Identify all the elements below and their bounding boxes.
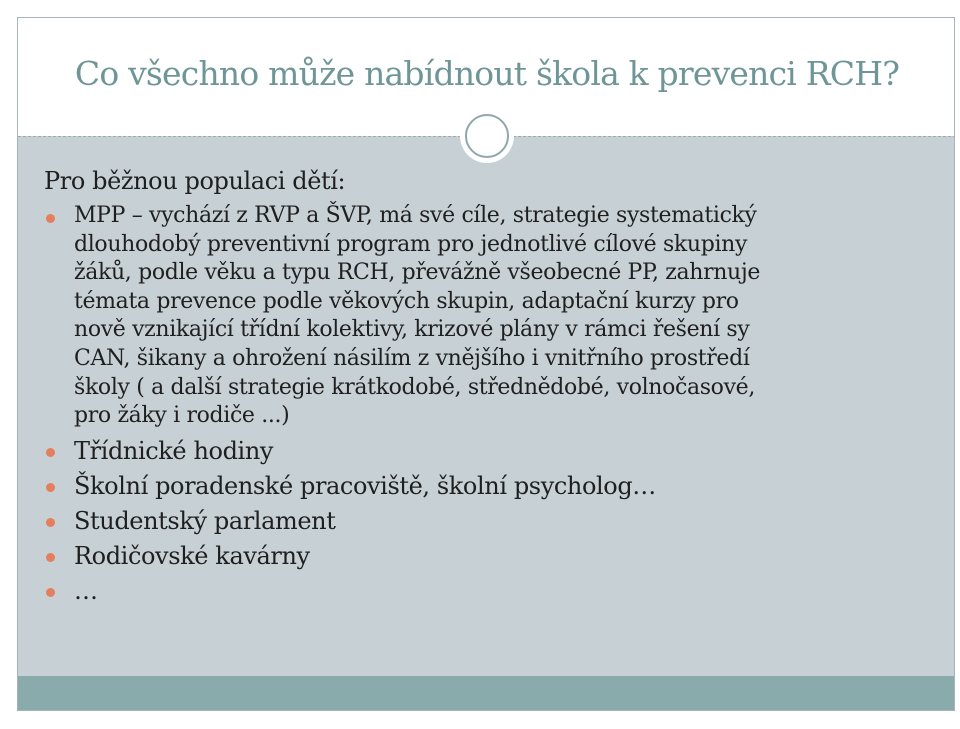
bullet-dot-icon — [46, 483, 55, 492]
intro-text: Pro běžnou populaci dětí: — [44, 167, 346, 195]
list-item — [44, 202, 924, 431]
list-item — [44, 576, 924, 606]
list-item — [44, 541, 924, 571]
slide-content — [44, 166, 924, 611]
list-item-text: Rodičovské kavárny — [74, 541, 310, 570]
list-item-line: témata prevence podle věkových skupin, adaptační kurzy pro — [74, 288, 739, 314]
list-item-line: žáků, podle věku a typu RCH, převážně všeobecné PP, zahrnuje — [74, 260, 761, 286]
bullet-dot-icon — [46, 214, 55, 223]
list-item-line: pro žáky i rodiče ...) — [74, 403, 290, 429]
list-item-line: MPP – vychází z RVP a ŠVP, má své cíle, strategie systematický — [74, 203, 757, 228]
bullet-list — [44, 202, 924, 606]
slide-title: Co všechno může nabídnout škola k prevenci RCH? — [74, 54, 900, 93]
bullet-dot-icon — [46, 588, 55, 597]
list-item-line: dlouhodobý preventivní program pro jednotlivé cílové skupiny — [74, 231, 748, 257]
divider-circle-ornament — [460, 109, 514, 163]
slide — [17, 17, 955, 711]
list-item-text: Třídnické hodiny — [74, 436, 274, 465]
list-item — [44, 436, 924, 466]
bullet-dot-icon — [46, 518, 55, 527]
list-item-text: Studentský parlament — [74, 506, 336, 535]
bullet-dot-icon — [46, 448, 55, 457]
list-item-line: nově vznikající třídní kolektivy, krizové plány v rámci řešení sy — [74, 317, 750, 343]
list-item-line: CAN, šikany a ohrožení násilím z vnějšího i vnitřního prostředí — [74, 345, 750, 371]
list-item-text: Školní poradenské pracoviště, školní psycholog… — [74, 471, 656, 500]
list-item — [44, 506, 924, 536]
bullet-dot-icon — [46, 553, 55, 562]
list-item-text: … — [74, 576, 98, 605]
footer-band — [18, 676, 955, 710]
list-item — [44, 471, 924, 501]
list-item-line: školy ( a další strategie krátkodobé, střednědobé, volnočasové, — [74, 374, 755, 400]
